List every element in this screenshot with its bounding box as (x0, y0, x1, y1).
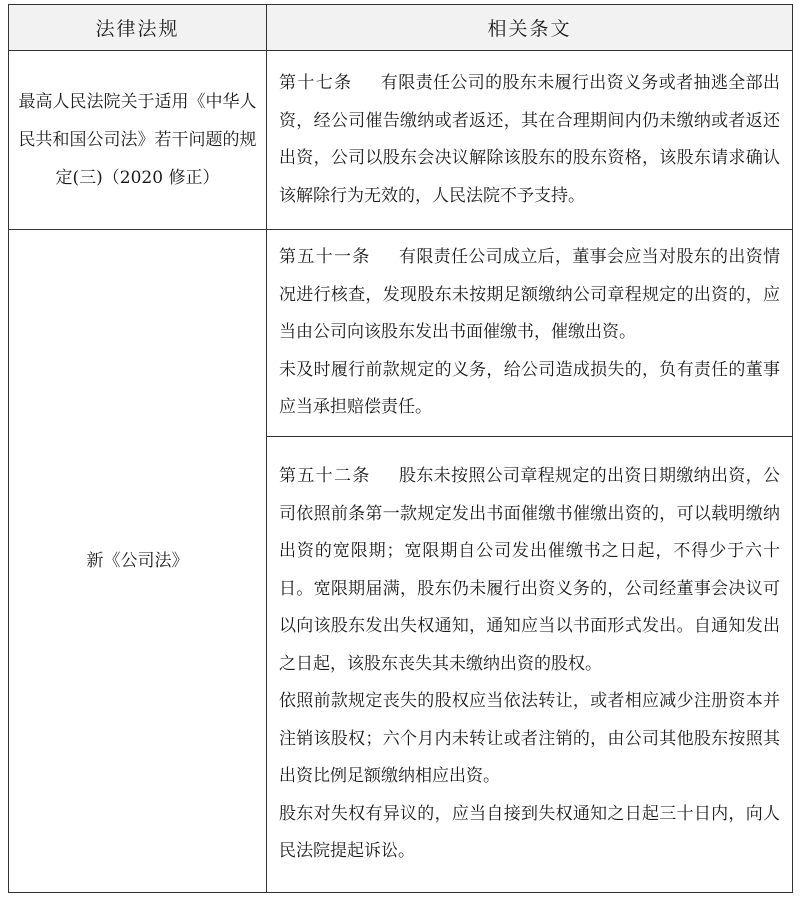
article-title: 第五十二条 (279, 466, 371, 487)
article-paragraph (279, 65, 780, 215)
article-paragraph (279, 458, 780, 683)
article-cell (267, 437, 793, 893)
article-title: 第十七条 (279, 73, 353, 93)
article-cell (267, 51, 793, 230)
article-paragraph: 未及时履行前款规定的义务，给公司造成损失的，负有责任的董事应当承担赔偿责任。 (279, 359, 780, 418)
article-title: 第五十一条 (279, 247, 371, 268)
article-paragraph: 股东对失权有异议的，应当自接到失权通知之日起三十日内，向人民法院提起诉讼。 (279, 803, 780, 862)
article-paragraph: 依照前款规定丧失的股权应当依法转让，或者相应减少注册资本并注销该股权；六个月内未转让或者注销的，由公司其他股东按照其出资比例足额缴纳相应出资。 (279, 691, 780, 787)
article-text: 有限责任公司的股东未履行出资义务或者抽逃全部出资，经公司催告缴纳或者返还，其在合理期间内仍未缴纳或者返还出资，公司以股东会决议解除该股东的股东资格，该股东请求确认该解除行为无效的，人民法院不予支持。 (279, 73, 781, 206)
article-text: 股东未按照公司章程规定的出资日期缴纳出资，公司依照前条第一款规定发出书面催缴书催缴出资的，可以载明缴纳出资的宽限期；宽限期自公司发出催缴书之日起，不得少于六十日。宽限期届满，股东仍未履行出资义务的，公司经董事会决议可以向该股东发出失权通知，通知应当以书面形式发出。自通知发出之日起，该股东丧失其未缴纳出资的股权。 (279, 466, 781, 674)
table-row (9, 230, 793, 437)
article-paragraph (279, 239, 780, 352)
law-name-cell: 新《公司法》 (9, 230, 267, 893)
article-text: 有限责任公司成立后，董事会应当对股东的出资情况进行核查，发现股东未按期足额缴纳公司章程规定的出资的，应当由公司向该股东发出书面催缴书，催缴出资。 (279, 247, 781, 343)
law-name-cell: 最高人民法院关于适用《中华人民共和国公司法》若干问题的规定(三)（2020 修正） (9, 51, 267, 230)
table-header-row (9, 5, 793, 51)
law-comparison-table (8, 4, 793, 893)
article-cell (267, 230, 793, 437)
header-laws: 法律法规 (9, 5, 267, 51)
header-articles: 相关条文 (267, 5, 793, 51)
table-row (9, 51, 793, 230)
